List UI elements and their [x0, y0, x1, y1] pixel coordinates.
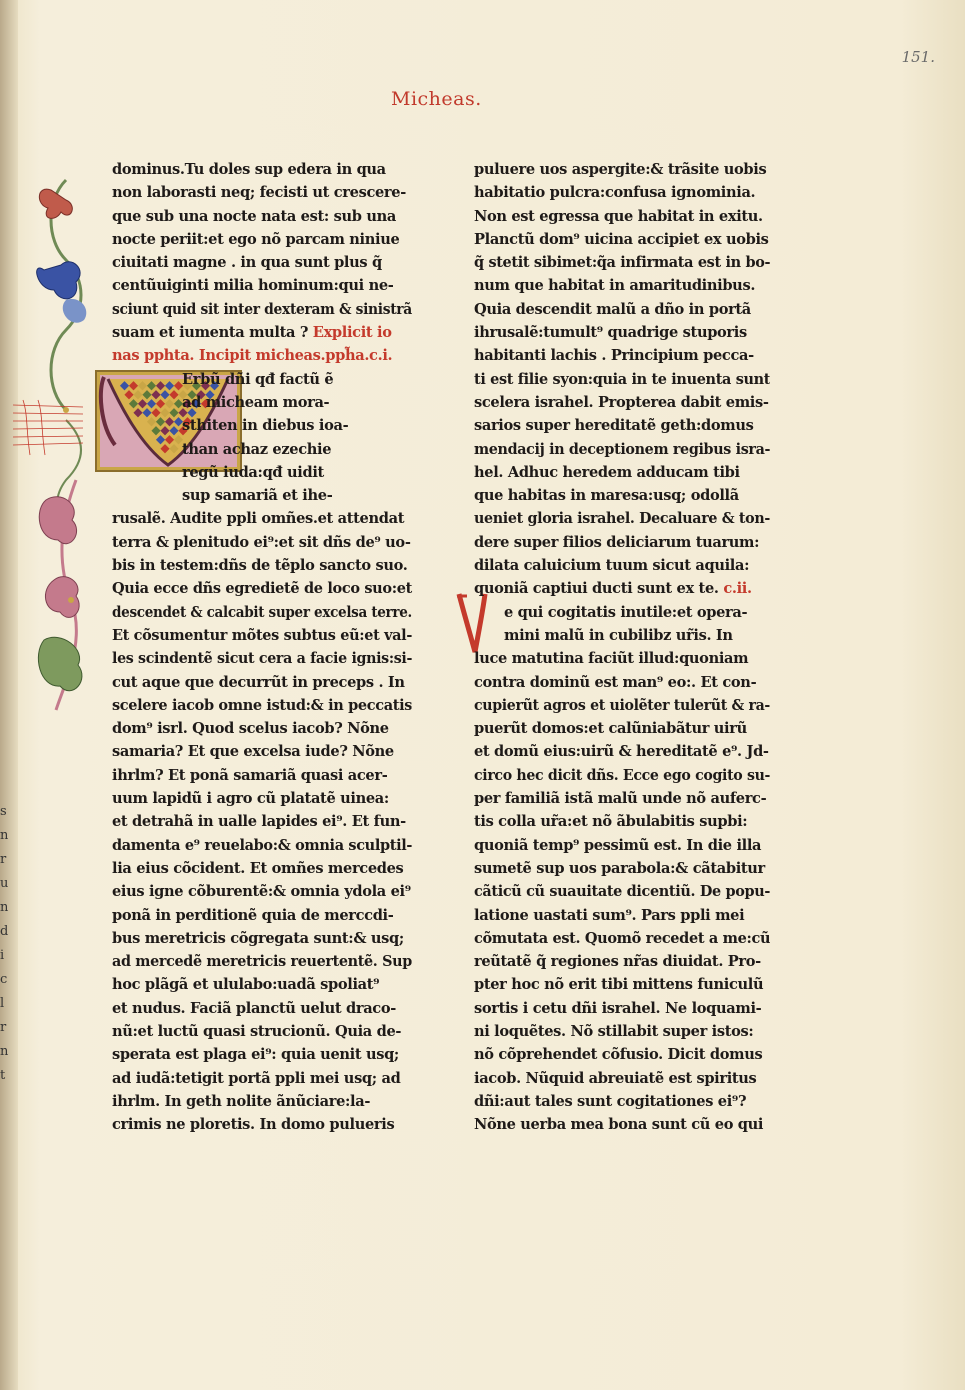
text-line [474, 740, 770, 763]
line-text: than achaz ezechie [182, 440, 332, 458]
line-text: Et cõsumentur mõtes subtus eũ:et val- [112, 626, 412, 644]
running-head: Micheas. [391, 88, 482, 110]
text-line [112, 461, 412, 484]
text-line [112, 344, 412, 367]
text-line [474, 810, 770, 833]
line-text: que habitas in maresa:usq; odollã [474, 487, 739, 505]
line-text: sumetẽ sup uos parabola:& cãtabitur [474, 859, 765, 877]
line-text: ihrlm? Et ponã samariã quasi acer- [112, 766, 388, 784]
line-text: q̃ stetit sibimet:q̃a infirmata est in bo- [474, 254, 771, 272]
text-line [112, 717, 412, 740]
line-text: nũ:et luctũ quasi strucionũ. Quia de- [112, 1022, 402, 1040]
line-text: sthiten in diebus ioa- [182, 417, 349, 435]
text-line [474, 857, 770, 880]
text-line [112, 531, 412, 554]
line-text: ciuitati magne . in qua sunt plus q̃ [112, 254, 382, 272]
text-line [112, 158, 412, 181]
line-text: ad iudã:tetigit portã ppli mei usq; ad [112, 1069, 401, 1087]
text-line [112, 1113, 412, 1136]
text-line [474, 391, 770, 414]
text-line [112, 950, 412, 973]
facing-page-edge-text [0, 800, 16, 1088]
line-text: bus meretricis cõgregata sunt:& usq; [112, 929, 404, 947]
rubric-text: c.ii. [723, 580, 752, 598]
line-text: sperata est plaga ei⁹: quia uenit usq; [112, 1046, 399, 1064]
page-gutter [0, 0, 18, 1390]
text-line [474, 787, 770, 810]
line-text: rusalẽ. Audite ppli omñes.et attendat [112, 510, 405, 528]
line-text: scelere iacob omne istud:& in peccatis [112, 696, 413, 714]
line-text: hel. Adhuc heredem adducam tibi [474, 463, 740, 481]
text-line [474, 205, 770, 228]
text-line [112, 321, 412, 344]
text-line [112, 391, 412, 414]
text-line [474, 321, 770, 344]
edge-glyph: s [0, 804, 7, 819]
text-line [474, 507, 770, 530]
text-line [112, 228, 412, 251]
line-text: luce matutina faciũt illud:quoniam [474, 650, 749, 668]
line-text: et nudus. Faciã planctũ uelut draco- [112, 999, 396, 1017]
line-text: Planctũ dom⁹ uicina accipiet ex uobis [474, 230, 769, 248]
line-text: nõ cõprehendet cõfusio. Dicit domus [474, 1046, 763, 1064]
line-text: ihrlm. In geth nolite ãnũciare:la- [112, 1092, 371, 1110]
text-line [474, 1113, 770, 1136]
line-text: dominus.Tu doles sup edera in qua [112, 161, 386, 178]
edge-glyph: d [0, 924, 9, 939]
text-line [474, 251, 770, 274]
left-text-column [112, 158, 412, 1136]
text-line [474, 997, 770, 1020]
line-text: dilata caluicium tuum sicut aquila: [474, 557, 750, 575]
text-line [112, 973, 412, 996]
text-line [474, 973, 770, 996]
edge-glyph: c [0, 972, 8, 987]
line-text: ni loquẽtes. Nõ stillabit super istos: [474, 1022, 754, 1040]
line-text: puerũt domos:et calũniabãtur uirũ [474, 720, 747, 738]
line-text: e qui cogitatis inutile:et opera- [504, 603, 748, 621]
text-line [112, 671, 412, 694]
text-line [112, 624, 412, 647]
line-text: quoniã temp⁹ pessimũ est. In die illa [474, 836, 762, 854]
line-text: cupierũt agros et uiolẽter tulerũt & ra- [474, 696, 770, 714]
text-line [112, 1090, 412, 1113]
line-text: eius igne cõburentẽ:& omnia ydola ei⁹ [112, 883, 411, 901]
line-text: latione uastati sum⁹. Pars ppli mei [474, 906, 745, 924]
line-text: descendet & calcabit super excelsa terre. [112, 603, 412, 621]
line-text: sup samariã et ihe- [182, 487, 333, 505]
text-line [112, 368, 412, 391]
line-text: les scindentẽ sicut cera a facie ignis:si- [112, 650, 413, 668]
text-line [112, 414, 412, 437]
line-text: dom⁹ isrl. Quod scelus iacob? Nõne [112, 720, 389, 738]
text-line [474, 158, 770, 181]
text-line [112, 205, 412, 228]
line-text: sortis i cetu dñi israhel. Ne loquami- [474, 999, 762, 1017]
line-text: scelera israhel. Propterea dabit emis- [474, 393, 769, 411]
line-text: samaria? Et que excelsa iude? Nõne [112, 743, 394, 761]
text-line [112, 740, 412, 763]
line-text: que sub una nocte nata est: sub una [112, 207, 396, 225]
edge-glyph: i [0, 948, 5, 963]
text-line [112, 484, 412, 507]
line-text: ueniet gloria israhel. Decaluare & ton- [474, 510, 770, 528]
line-text: mini malũ in cubilibz ur̃is. In [504, 626, 733, 644]
line-text: cãticũ cũ suauitate dicentiũ. De popu- [474, 883, 771, 901]
line-text: habitanti lachis . Principium pecca- [474, 347, 754, 365]
line-text: damenta e⁹ reuelabo:& omnia sculptil- [112, 836, 413, 854]
line-text: tis colla ur̃a:et nõ ãbulabitis supbi: [474, 813, 748, 831]
line-text: contra dominũ est man⁹ eo:. Et con- [474, 673, 757, 691]
line-text: circo hec dicit dñs. Ecce ego cogito su- [474, 766, 771, 784]
line-text: cõmutata est. Quomõ recedet a me:cũ [474, 929, 771, 947]
text-line [474, 531, 770, 554]
line-text: puluere uos aspergite:& trãsite uobis [474, 161, 767, 178]
text-line [112, 274, 412, 297]
text-line [474, 298, 770, 321]
text-line [474, 647, 770, 670]
line-text: lia eius cõcident. Et omñes mercedes [112, 859, 404, 877]
text-line [112, 577, 412, 600]
line-text: reũtatẽ q̃ regiones nr̃as diuidat. Pro- [474, 953, 761, 971]
text-line [474, 484, 770, 507]
edge-glyph: r [0, 852, 7, 867]
line-text: habitatio pulcra:confusa ignominia. [474, 184, 756, 202]
line-text: pter hoc nõ erit tibi mittens funiculũ [474, 976, 764, 994]
text-line [474, 904, 770, 927]
text-line [112, 694, 412, 717]
text-line [474, 764, 770, 787]
text-line [474, 368, 770, 391]
line-text: nocte periit:et ego nõ parcam niniue [112, 230, 400, 248]
line-text: non laborasti neq; fecisti ut crescere- [112, 184, 406, 202]
text-line [112, 181, 412, 204]
text-line [474, 1020, 770, 1043]
text-line [112, 810, 412, 833]
edge-glyph: u [0, 876, 9, 891]
line-text: cut aque que decurrũt in preceps . In [112, 673, 405, 691]
line-text: suam et iumenta multa ? [112, 324, 313, 342]
text-line [112, 1067, 412, 1090]
line-text: uum lapidũ i agro cũ platatẽ uinea: [112, 790, 389, 808]
line-text: mendacij in deceptionem regibus isra- [474, 440, 771, 458]
text-line [474, 181, 770, 204]
line-text: terra & plenitudo ei⁹:et sit dñs de⁹ uo- [112, 533, 411, 551]
edge-glyph: n [0, 900, 9, 915]
text-line [474, 880, 770, 903]
text-line [112, 997, 412, 1020]
line-text: Non est egressa que habitat in exitu. [474, 207, 763, 225]
text-line [112, 880, 412, 903]
line-text: num que habitat in amaritudinibus. [474, 277, 756, 295]
line-text: Quia descendit malũ a dño in portã [474, 300, 751, 318]
line-text: quoniã captiui ducti sunt ex te. [474, 580, 724, 598]
text-line [474, 834, 770, 857]
line-text: per familiã istã malũ unde nõ auferc- [474, 790, 767, 808]
text-line [474, 1090, 770, 1113]
text-line [112, 251, 412, 274]
line-text: sarios super hereditatẽ geth:domus [474, 417, 754, 435]
right-text-column [474, 158, 770, 1136]
text-line [474, 414, 770, 437]
line-text: Nõne uerba mea bona sunt cũ eo qui [474, 1116, 764, 1134]
text-line [474, 1067, 770, 1090]
text-line [112, 904, 412, 927]
edge-glyph: t [0, 1068, 6, 1083]
line-text: ad micheam mora- [182, 393, 330, 411]
edge-glyph: l [0, 996, 5, 1011]
text-line [474, 1043, 770, 1066]
line-text: dñi:aut tales sunt cogitationes ei⁹? [474, 1092, 747, 1110]
text-line [474, 601, 770, 624]
line-text: et detrahã in ualle lapides ei⁹. Et fun- [112, 813, 406, 831]
line-text: sciunt quid sit inter dexteram & sinistrã [112, 300, 412, 318]
line-text: et domũ eius:uirũ & hereditatẽ e⁹. Jd- [474, 743, 769, 761]
line-text: iacob. Nũquid abreuiatẽ est spiritus [474, 1069, 757, 1087]
line-text: centũuiginti milia hominum:qui ne- [112, 277, 394, 295]
text-line [112, 507, 412, 530]
line-text: regũ iuda:qđ uidit [182, 463, 324, 481]
rubric-text: Explicit io [312, 324, 392, 342]
text-line [112, 438, 412, 461]
text-line [474, 577, 770, 600]
text-line [112, 298, 412, 321]
edge-glyph: n [0, 828, 9, 843]
text-line [112, 647, 412, 670]
line-text: ponã in perditionẽ quia de merccdi- [112, 906, 394, 924]
text-line [112, 834, 412, 857]
line-text: dere super filios deliciarum tuarum: [474, 533, 760, 551]
text-line [474, 274, 770, 297]
text-line [112, 601, 412, 624]
text-line [474, 671, 770, 694]
text-line [474, 717, 770, 740]
text-line [474, 624, 770, 647]
line-text: ad mercedẽ meretricis reuertentẽ. Sup [112, 953, 412, 971]
folio-number: 151. [901, 48, 935, 66]
line-text: hoc plãgã et ululabo:uadã spoliat⁹ [112, 976, 380, 994]
line-text: ihrusalẽ:tumult⁹ quadrige stuporis [474, 324, 747, 342]
rubric-text: nas pphta. Incipit micheas.pph̃a.c.i. [112, 347, 393, 365]
text-line [474, 950, 770, 973]
line-text: ti est filie syon:quia in te inuenta sunt [474, 370, 771, 388]
line-text: Quia ecce dñs egredietẽ de loco suo:et [112, 580, 412, 598]
text-line [474, 228, 770, 251]
text-line [474, 554, 770, 577]
text-line [474, 694, 770, 717]
line-text: Erbũ dñi qđ factũ ẽ [182, 370, 334, 388]
text-line [474, 344, 770, 367]
text-line [112, 927, 412, 950]
text-line [474, 461, 770, 484]
text-line [112, 764, 412, 787]
line-text: bis in testem:dñs de tẽplo sancto suo. [112, 557, 408, 575]
text-line [474, 438, 770, 461]
text-line [112, 1043, 412, 1066]
text-line [474, 927, 770, 950]
text-line [112, 1020, 412, 1043]
edge-glyph: r [0, 1020, 7, 1035]
penwork-flourish [8, 385, 88, 465]
text-line [112, 857, 412, 880]
text-line [112, 554, 412, 577]
text-line [112, 787, 412, 810]
line-text: crimis ne ploretis. In domo pulueris [112, 1116, 395, 1134]
edge-glyph: n [0, 1044, 9, 1059]
